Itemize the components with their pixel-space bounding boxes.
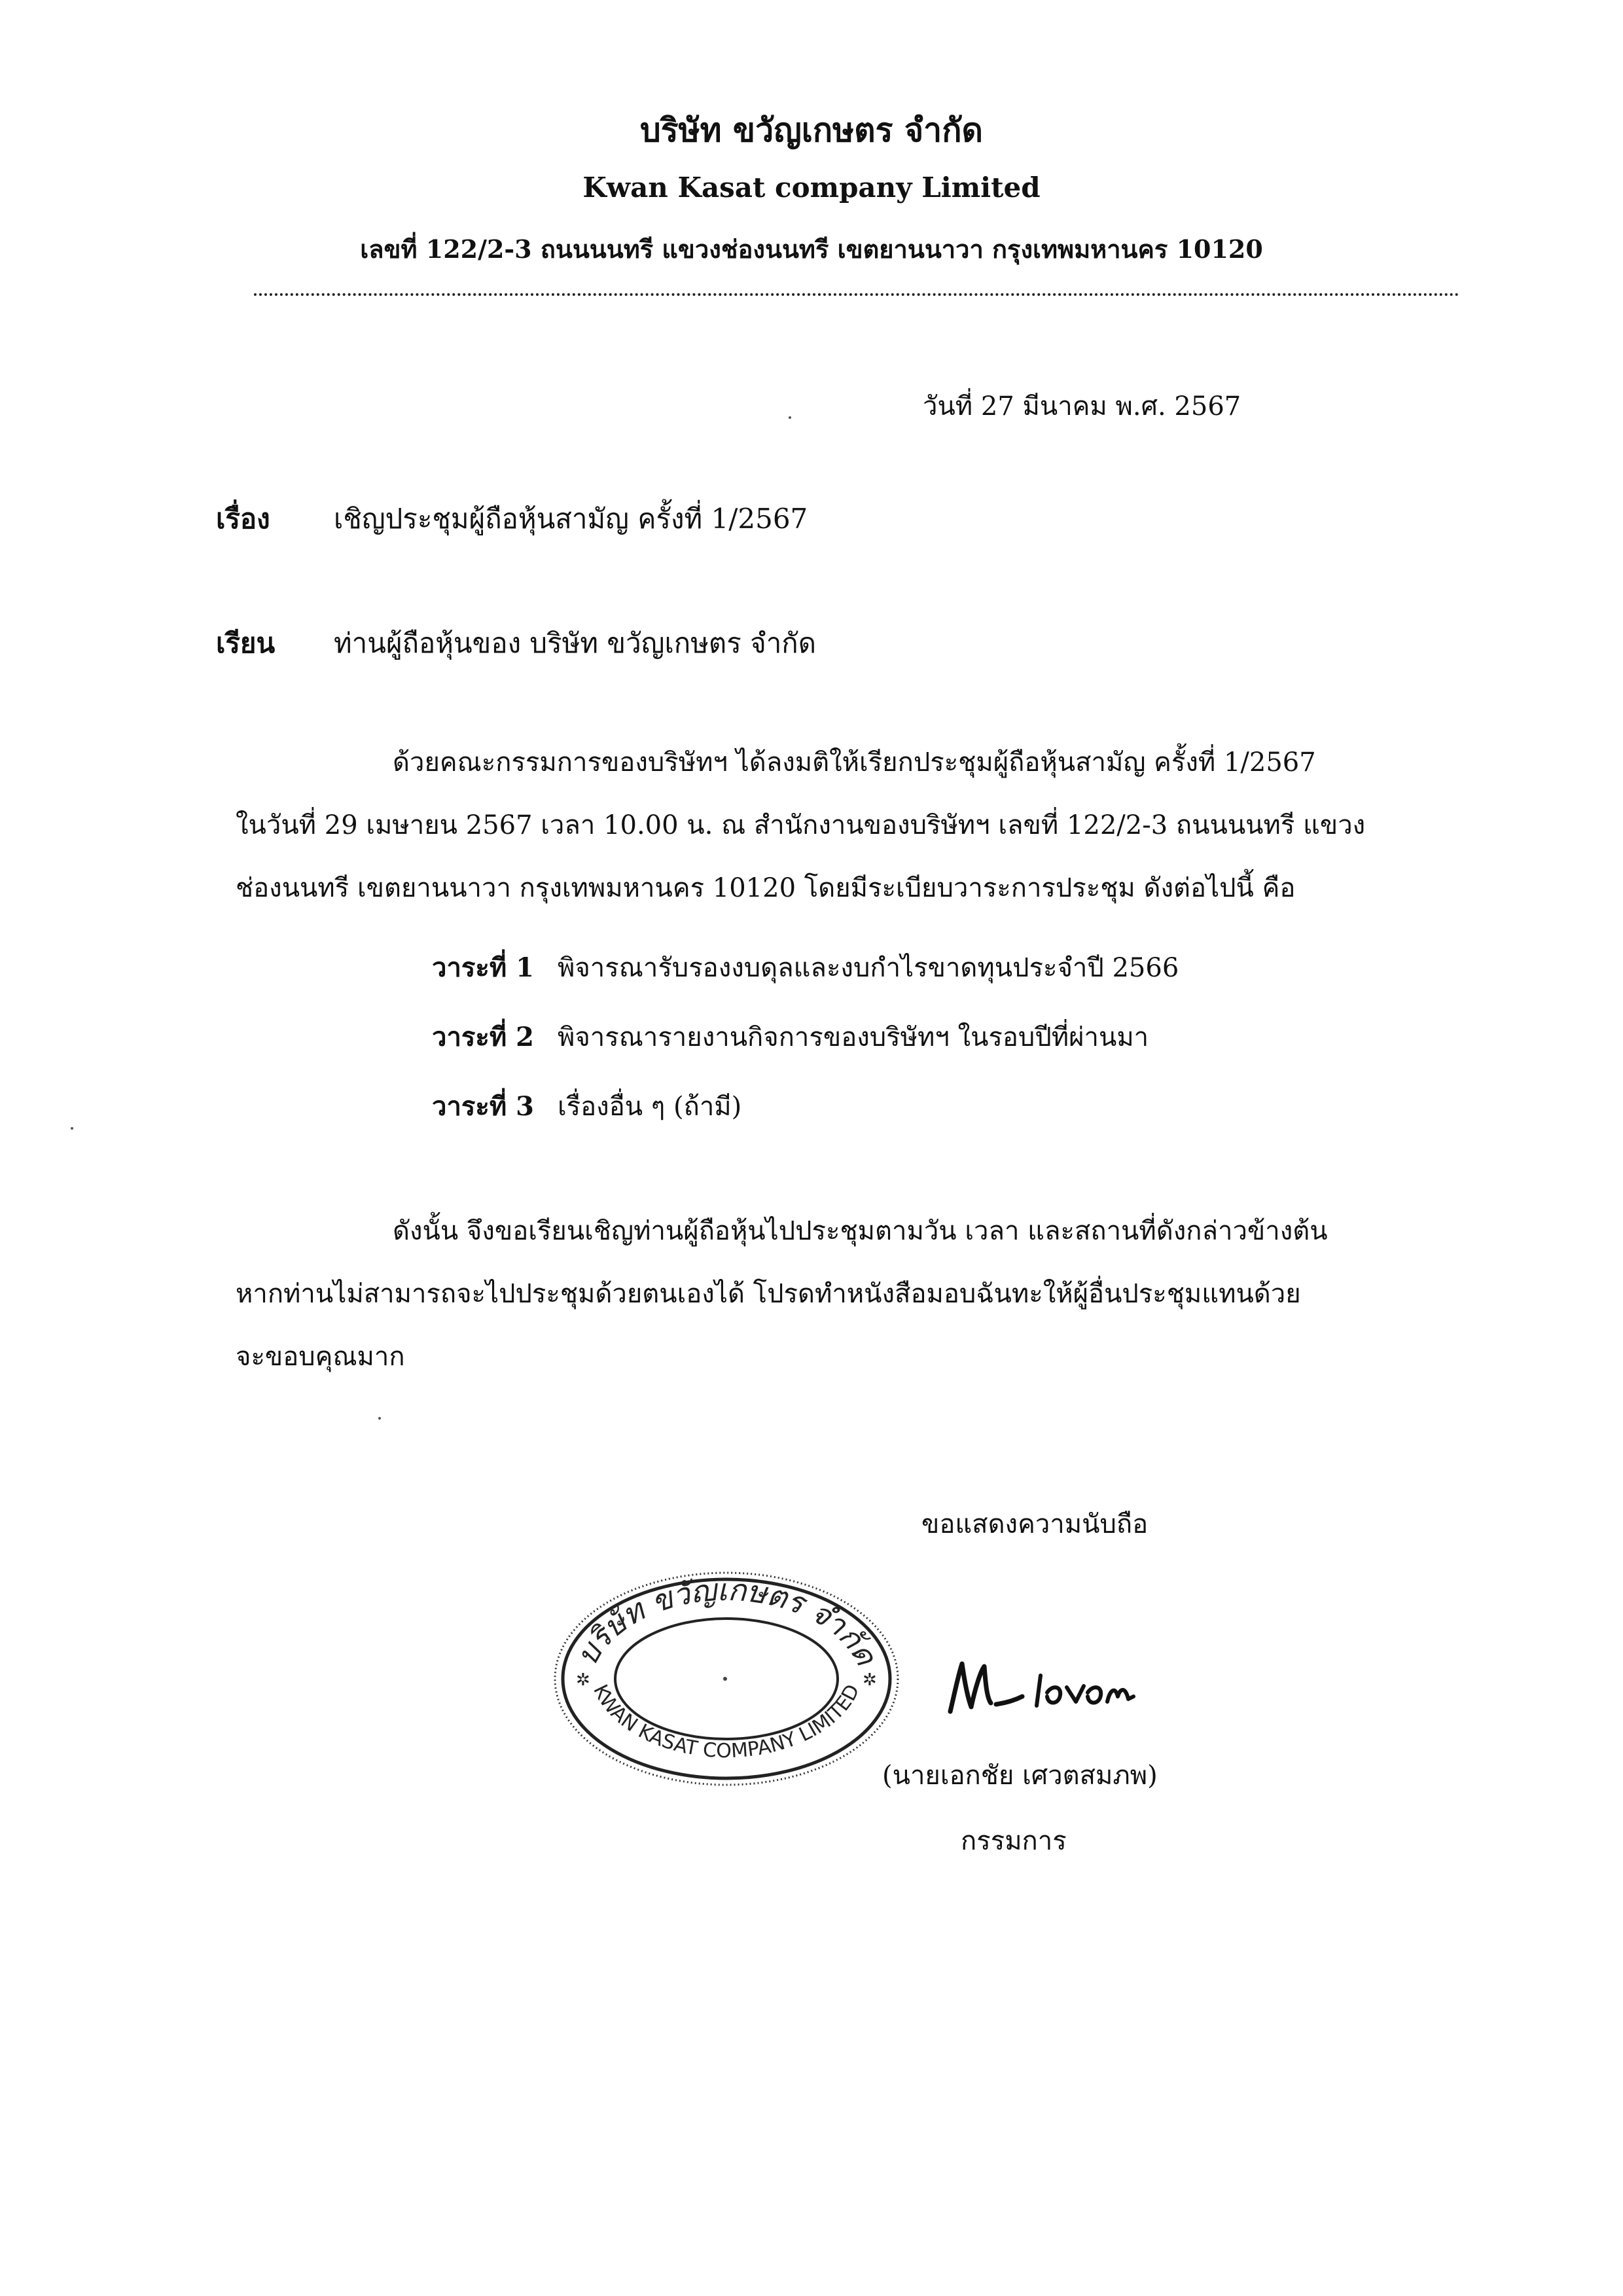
agenda-item-text: พิจารณารับรองงบดุลและงบกำไรขาดทุนประจำปี 2566 <box>558 953 1179 983</box>
scan-speck <box>789 416 791 419</box>
svg-text:✲: ✲ <box>863 1670 877 1690</box>
seal-top-text: บริษัท ขวัญเกษตร จำกัด <box>569 1571 884 1672</box>
signer-title: กรรมการ <box>961 1826 1067 1856</box>
company-name-th: บริษัท ขวัญเกษตร จำกัด <box>640 111 983 149</box>
company-address: เลขที่ 122/2-3 ถนนนนทรี แขวงช่องนนทรี เขตยานนาวา กรุงเทพมหานคร 10120 <box>360 234 1263 264</box>
company-name-en: Kwan Kasat company Limited <box>582 171 1041 204</box>
agenda-item-label: วาระที่ 2 <box>432 1022 535 1052</box>
agenda-item-text: เรื่องอื่น ๆ (ถ้ามี) <box>558 1092 742 1122</box>
body-paragraph-2-line: จะขอบคุณมาก <box>236 1342 405 1372</box>
agenda-item-text: พิจารณารายงานกิจการของบริษัทฯ ในรอบปีที่ผ่านมา <box>558 1022 1149 1052</box>
subject-label: เรื่อง <box>216 503 270 535</box>
company-seal-stamp <box>550 1568 903 1790</box>
recipient-text: ท่านผู้ถือหุ้นของ บริษัท ขวัญเกษตร จำกัด <box>334 627 817 659</box>
recipient-label: เรียน <box>216 627 276 659</box>
scan-speck <box>71 1127 73 1130</box>
letterhead-divider <box>254 293 1459 296</box>
letter-date: วันที่ 27 มีนาคม พ.ศ. 2567 <box>923 391 1241 422</box>
handwritten-signature <box>942 1649 1139 1721</box>
subject-text: เชิญประชุมผู้ถือหุ้นสามัญ ครั้งที่ 1/2567 <box>334 503 808 535</box>
svg-text:✲: ✲ <box>576 1670 590 1690</box>
body-paragraph-1-line: ในวันที่ 29 เมษายน 2567 เวลา 10.00 น. ณ สำนักงานของบริษัทฯ เลขที่ 122/2-3 ถนนนนทรี แขวง <box>236 810 1366 840</box>
body-paragraph-2-line: หากท่านไม่สามารถจะไปประชุมด้วยตนเองได้ โปรดทำหนังสือมอบฉันทะให้ผู้อื่นประชุมแทนด้วย <box>236 1279 1301 1309</box>
signer-name: (นายเอกชัย เศวตสมภพ) <box>882 1761 1158 1791</box>
scan-speck <box>378 1417 381 1420</box>
body-paragraph-1-line: ช่องนนทรี เขตยานนาวา กรุงเทพมหานคร 10120 โดยมีระเบียบวาระการประชุม ดังต่อไปนี้ คือ <box>236 873 1296 903</box>
agenda-item-label: วาระที่ 3 <box>432 1091 535 1122</box>
closing-salutation: ขอแสดงความนับถือ <box>921 1509 1149 1539</box>
body-paragraph-1-line: ด้วยคณะกรรมการของบริษัทฯ ได้ลงมติให้เรียกประชุมผู้ถือหุ้นสามัญ ครั้งที่ 1/2567 <box>393 747 1316 778</box>
agenda-item-label: วาระที่ 1 <box>432 952 535 983</box>
body-paragraph-2-line: ดังนั้น จึงขอเรียนเชิญท่านผู้ถือหุ้นไปประชุมตามวัน เวลา และสถานที่ดังกล่าวข้างต้น <box>393 1216 1328 1246</box>
seal-bottom-text: KWAN KASAT COMPANY LIMITED <box>588 1681 865 1763</box>
